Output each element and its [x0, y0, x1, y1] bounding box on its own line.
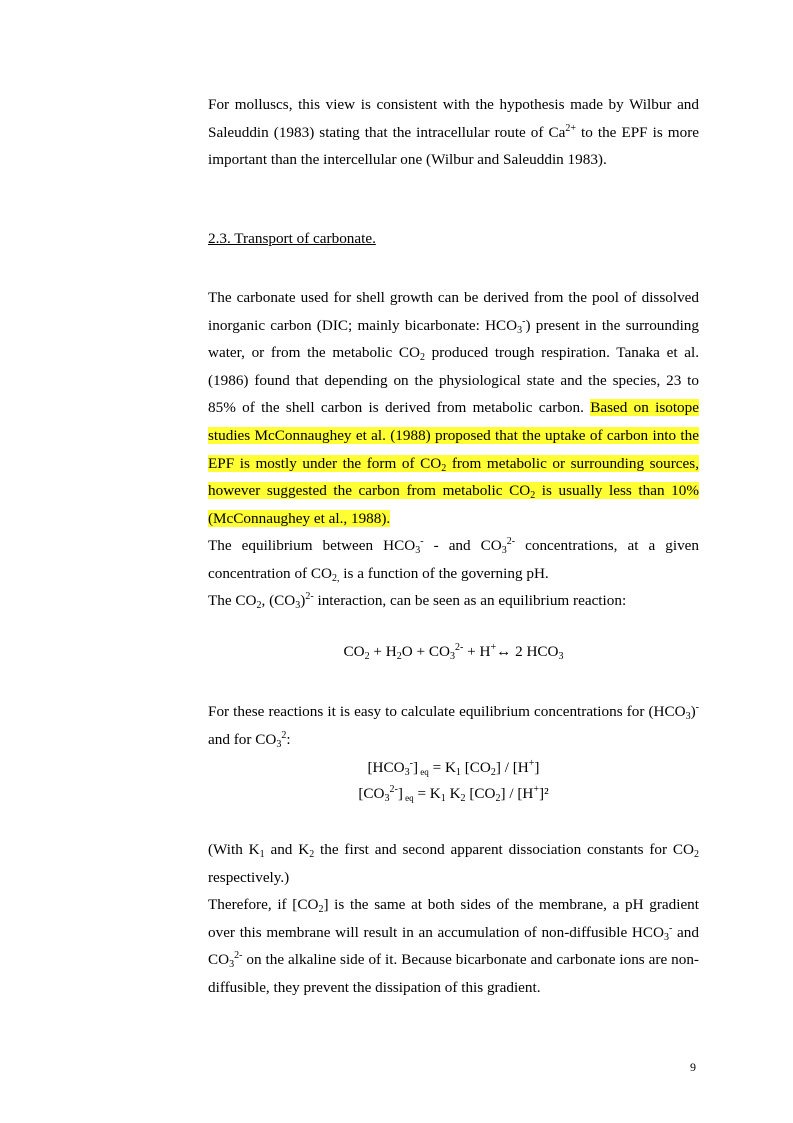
text: ] / [H [500, 785, 534, 802]
text: and CO [208, 923, 699, 969]
subscript: 3 [558, 651, 564, 662]
superscript: 2- [305, 591, 314, 603]
subscript: 3 [664, 931, 669, 943]
superscript: - [409, 758, 413, 769]
text: + H [463, 643, 491, 660]
text: ] [412, 759, 419, 776]
text: O + CO [401, 643, 450, 660]
superscript: + [533, 784, 540, 795]
subscript: eq [402, 793, 414, 803]
superscript: - [522, 315, 526, 327]
text: + H [369, 643, 397, 660]
superscript: 2- [234, 950, 243, 962]
subscript: 3 [517, 324, 523, 336]
text: ] / [H [495, 759, 529, 776]
text: [CO [460, 759, 491, 776]
text: ] is the same at both sides of the membrane, a pH gradient over this membrane will result in an accumulation of non-diffusible HCO [208, 896, 699, 941]
subscript: 2, [332, 572, 340, 584]
text: ] [397, 785, 403, 802]
subscript: 2 [441, 462, 447, 474]
text: ) present in the surrounding water, or from the metabolic CO [208, 316, 699, 362]
subscript: 3 [276, 738, 282, 750]
superscript: 2+ [565, 122, 576, 134]
equation-main [208, 643, 699, 661]
superscript: 2- [506, 536, 516, 547]
subscript: 2 [460, 793, 466, 804]
subscript: 1 [440, 793, 446, 804]
superscript: 2- [389, 784, 398, 795]
text: = K [428, 759, 456, 776]
subscript: 2 [530, 490, 536, 502]
equation-hco3 [208, 756, 699, 780]
text: The CO [208, 592, 257, 610]
text: ]² [539, 785, 549, 802]
paragraph-carbonate-source [208, 284, 699, 532]
text: from metabolic or surrounding sources, however suggested the carbon from metabolic CO [208, 454, 699, 500]
page-number: 9 [690, 1060, 696, 1074]
text: For these reactions it is easy to calculate equilibrium concentrations for (HCO [208, 703, 686, 720]
subscript: 2 [490, 767, 496, 778]
subscript: 2 [309, 849, 315, 860]
text: on the alkaline side of it. Because bicarbonate and carbonate ions are non-diffusible, they prevent the dissipation of this gradient. [208, 951, 699, 996]
subscript: 1 [259, 849, 265, 860]
paragraph-reactions [208, 698, 699, 753]
text: and K [264, 841, 310, 858]
subscript: eq [418, 767, 429, 777]
text: For molluscs, this view is consistent with the hypothesis made by Wilbur and Saleuddin (1983) stating that the intracellular route of Ca [208, 96, 699, 141]
text: produced trough respiration. Tanaka et al. (1986) found that depending on the physiological state and the species, 23 to 85% of the shell carbon is derived from metabolic carbon. [208, 344, 699, 417]
text: Based on isotope studies McConnaughey et al. (1988) proposed that the uptake of carbon into the EPF is mostly under the form of CO [208, 399, 699, 472]
subscript: 2 [318, 904, 324, 916]
text: CO [343, 643, 365, 660]
superscript: + [490, 642, 497, 653]
paragraph-constants [208, 836, 699, 1002]
text: ) [300, 592, 306, 610]
text: is usually less than 10% (McConnaughey et al., 1988). [208, 482, 699, 527]
section-heading-text: 2.3. Transport of carbonate. [208, 230, 376, 247]
superscript: - [669, 922, 673, 934]
text: interaction, can be seen as an equilibrium reaction: [313, 592, 627, 610]
superscript: 2- [454, 642, 464, 653]
text: The carbonate used for shell growth can be derived from the pool of dissolved inorganic carbon (DIC; mainly bicarbonate: HCO [208, 289, 699, 334]
text: : [286, 730, 291, 748]
text: is a function of the governing pH. [339, 564, 549, 582]
text: [HCO [367, 759, 405, 776]
paragraph-equilibrium [208, 532, 699, 615]
subscript: 3 [384, 793, 390, 804]
paragraph-molluscs [208, 91, 699, 174]
subscript: 3 [685, 711, 691, 722]
superscript: + [528, 758, 535, 769]
text: - and CO [423, 537, 502, 554]
text: concentrations, at a given concentration of CO [208, 537, 699, 582]
text: Therefore, if [CO [208, 896, 319, 914]
superscript: - [695, 702, 699, 713]
text: respectively.) [208, 868, 290, 886]
text: ↔ 2 HCO [496, 643, 559, 660]
text: the first and second apparent dissociation constants for CO [314, 841, 694, 858]
text: and for CO [208, 730, 277, 748]
highlighted-text [208, 399, 699, 526]
text: The equilibrium between HCO [208, 537, 416, 554]
subscript: 2 [364, 651, 370, 662]
equation-co3 [208, 782, 699, 806]
text: [CO [358, 785, 385, 802]
subscript: 3 [415, 545, 421, 556]
subscript: 3 [229, 959, 235, 971]
section-heading [208, 230, 699, 248]
text: to the EPF is more important than the intercellular one (Wilbur and Saleuddin 1983). [208, 123, 699, 169]
superscript: - [420, 536, 424, 547]
text: , (CO [261, 592, 296, 610]
text: K [445, 785, 461, 802]
subscript: 3 [449, 651, 455, 662]
subscript: 3 [295, 600, 301, 612]
subscript: 3 [404, 767, 410, 778]
subscript: 2 [396, 651, 402, 662]
subscript: 3 [501, 545, 507, 556]
text: [CO [465, 785, 496, 802]
subscript: 2 [256, 600, 262, 612]
subscript: 2 [694, 849, 699, 860]
text: (With K [208, 841, 260, 858]
subscript: 1 [455, 767, 461, 778]
text: ) [690, 703, 696, 720]
superscript: 2 [281, 729, 287, 741]
text: ] [534, 759, 540, 776]
subscript: 2 [419, 352, 425, 364]
text: = K [413, 785, 441, 802]
subscript: 2 [495, 793, 501, 804]
